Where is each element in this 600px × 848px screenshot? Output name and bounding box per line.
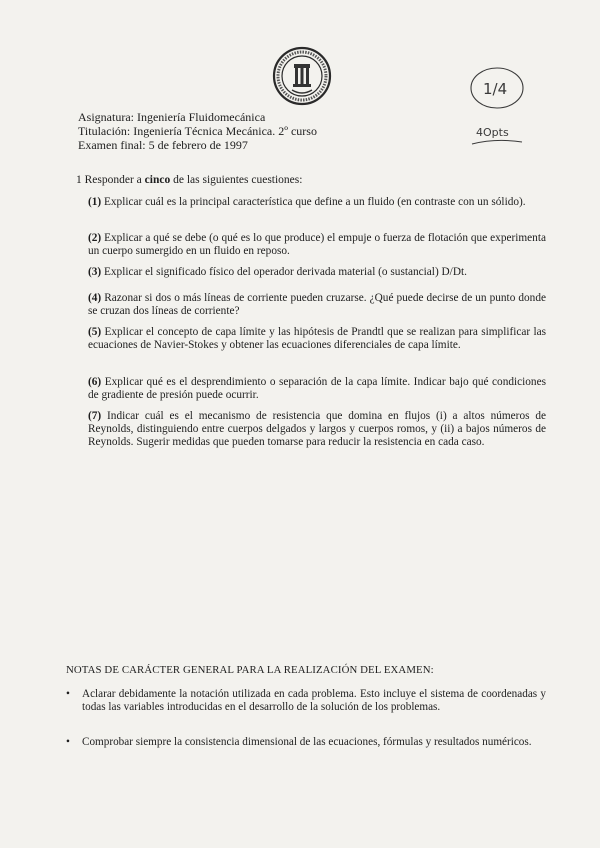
degree-line: Titulación: Ingeniería Técnica Mecánica. 2º curso <box>78 124 317 138</box>
instruction-line: 1 Responder a cinco de las siguientes cuestiones: <box>76 174 303 186</box>
points-note-text: 4Opts <box>476 126 509 139</box>
handwritten-grade-note <box>466 64 528 154</box>
bullet-icon: • <box>66 736 70 748</box>
exam-header <box>78 110 317 152</box>
note-item-1: • Aclarar debidamente la notación utilizada en cada problema. Esto incluye el sistema de coordenadas y todas las variables introducidas en el desarrollo de la solución de los problemas. <box>66 688 546 713</box>
note-item-2: • Comprobar siempre la consistencia dimensional de las ecuaciones, fórmulas y resultados numéricos. <box>66 736 532 748</box>
notes-title: NOTAS DE CARÁCTER GENERAL PARA LA REALIZACIÓN DEL EXAMEN: <box>66 664 434 676</box>
question-4: (4) Razonar si dos o más líneas de corriente pueden cruzarse. ¿Qué puede decirse de un punto donde se cruzan dos líneas de corriente? <box>88 292 546 317</box>
exam-date-line: Examen final: 5 de febrero de 1997 <box>78 138 248 152</box>
university-seal-icon <box>272 46 332 106</box>
question-7: (7) Indicar cuál es el mecanismo de resistencia que domina en flujos (i) a altos números de Reynolds, distinguiendo entre cuerpos delgados y largos y cuerpos romos, y (ii) a bajos números de Reynolds. Sugerir medidas que pueden tomarse para reducir la resistencia en cada caso. <box>88 410 546 448</box>
circled-note-text: 1/4 <box>483 80 508 98</box>
question-2: (2) Explicar a qué se debe (o qué es lo que produce) el empuje o fuerza de flotación que experimenta un cuerpo sumergido en un fluido en reposo. <box>88 232 546 257</box>
question-3: (3) Explicar el significado físico del operador derivada material (o sustancial) D/Dt. <box>88 266 467 278</box>
subject-line: Asignatura: Ingeniería Fluidomecánica <box>78 110 266 124</box>
question-6: (6) Explicar qué es el desprendimiento o separación de la capa límite. Indicar bajo qué condiciones de gradiente de presión puede ocurrir. <box>88 376 546 401</box>
question-5: (5) Explicar el concepto de capa límite y las hipótesis de Prandtl que se realizan para simplificar las ecuaciones de Navier-Stokes y obtener las ecuaciones diferenciales de capa límite. <box>88 326 546 351</box>
bullet-icon: • <box>66 688 70 700</box>
question-1: (1) Explicar cuál es la principal característica que define a un fluido (en contraste con un sólido). <box>88 196 526 208</box>
